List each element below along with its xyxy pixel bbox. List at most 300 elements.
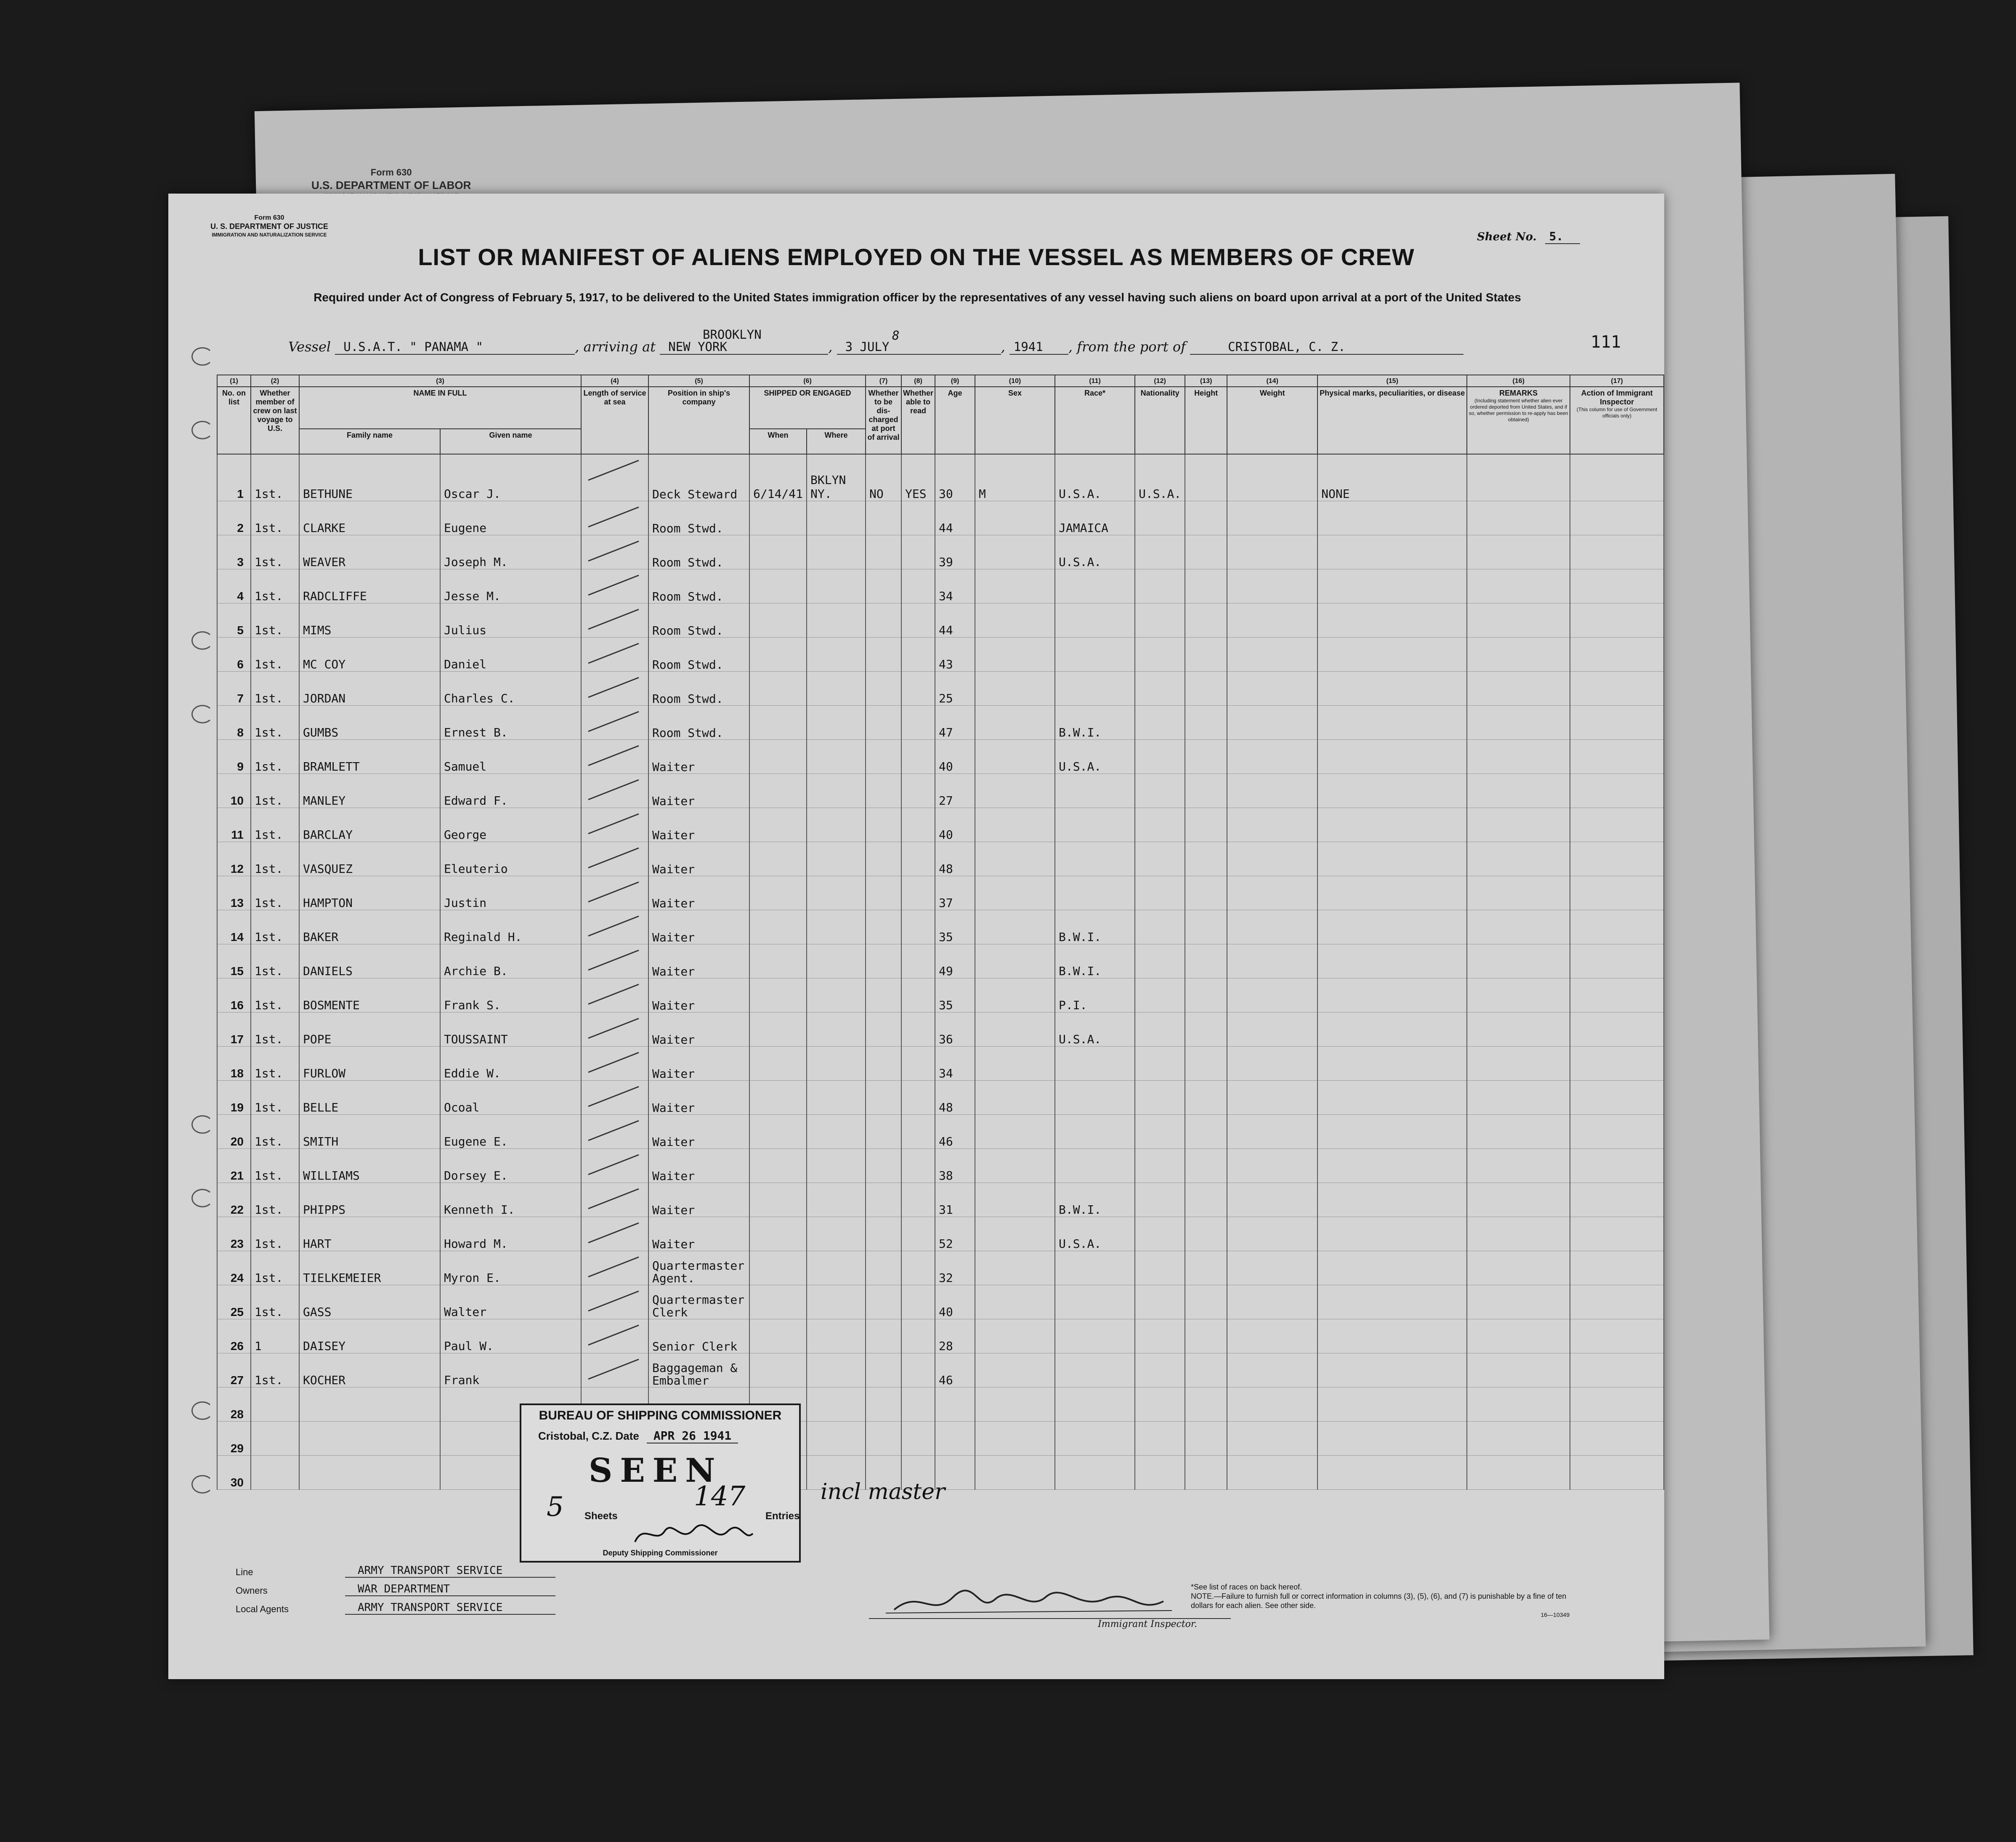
row-given-name: Walter [440, 1285, 581, 1319]
row-number: 20 [217, 1115, 251, 1149]
row-shipped-where [807, 1149, 866, 1183]
row-weight [1227, 1353, 1317, 1387]
arrival-day: 3 [845, 340, 853, 354]
row-height [1185, 501, 1227, 535]
row-last-voyage: 1st. [251, 978, 299, 1013]
row-family-name: RADCLIFFE [299, 569, 440, 603]
length-service-slash [584, 1356, 643, 1381]
row-action [1570, 706, 1664, 740]
row-nationality: U.S.A. [1135, 454, 1185, 501]
row-shipped-where [807, 1183, 866, 1217]
row-age: 37 [935, 876, 975, 910]
row-shipped-when [749, 569, 807, 603]
length-service-slash [584, 1322, 643, 1347]
row-age: 28 [935, 1319, 975, 1353]
row-age: 27 [935, 774, 975, 808]
row-discharged [866, 603, 901, 638]
row-given-name: Frank S. [440, 978, 581, 1013]
row-position: Quartermaster Clerk [648, 1285, 749, 1319]
row-number: 5 [217, 603, 251, 638]
row-age: 52 [935, 1217, 975, 1251]
row-action [1570, 1047, 1664, 1081]
row-given-name: Archie B. [440, 944, 581, 978]
row-race [1055, 1285, 1135, 1319]
punch-hole [191, 1189, 213, 1207]
line-value: ARMY TRANSPORT SERVICE [345, 1564, 555, 1578]
row-last-voyage: 1 [251, 1319, 299, 1353]
row-shipped-where [807, 638, 866, 672]
row-age: 48 [935, 1081, 975, 1115]
row-race [1055, 1353, 1135, 1387]
row-number: 4 [217, 569, 251, 603]
row-height [1185, 842, 1227, 876]
row-height [1185, 1387, 1227, 1422]
row-remarks [1467, 944, 1570, 978]
form-department: U. S. DEPARTMENT OF JUSTICE [210, 222, 328, 231]
row-race: U.S.A. [1055, 535, 1135, 569]
row-position: Room Stwd. [648, 535, 749, 569]
table-row [217, 454, 1664, 501]
row-remarks [1467, 1422, 1570, 1456]
row-family-name: GUMBS [299, 706, 440, 740]
row-age: 47 [935, 706, 975, 740]
row-number: 23 [217, 1217, 251, 1251]
row-number: 11 [217, 808, 251, 842]
row-able-to-read [901, 1081, 935, 1115]
length-service-slash [584, 1254, 643, 1279]
row-weight [1227, 1387, 1317, 1422]
row-number: 18 [217, 1047, 251, 1081]
row-action [1570, 672, 1664, 706]
row-shipped-where [807, 1081, 866, 1115]
row-height [1185, 454, 1227, 501]
header-no-on-list: No. on list [217, 387, 251, 454]
row-shipped-where [807, 1319, 866, 1353]
row-weight [1227, 569, 1317, 603]
header-weight: Weight [1227, 387, 1317, 454]
row-action [1570, 638, 1664, 672]
table-row [217, 569, 1664, 603]
row-number: 15 [217, 944, 251, 978]
row-sex [975, 1251, 1055, 1285]
row-nationality [1135, 842, 1185, 876]
column-number: (12) [1135, 375, 1185, 387]
row-physical-marks [1317, 808, 1467, 842]
row-race [1055, 1081, 1135, 1115]
row-shipped-where [807, 535, 866, 569]
row-physical-marks [1317, 603, 1467, 638]
row-weight [1227, 454, 1317, 501]
row-number: 26 [217, 1319, 251, 1353]
row-height [1185, 638, 1227, 672]
page-number: 111 [1591, 332, 1621, 352]
punch-hole [191, 1401, 213, 1420]
row-physical-marks [1317, 535, 1467, 569]
row-last-voyage: 1st. [251, 842, 299, 876]
table-row [217, 774, 1664, 808]
table-row [217, 944, 1664, 978]
row-action [1570, 876, 1664, 910]
row-shipped-where [807, 978, 866, 1013]
header-able-to-read: Whether able to read [901, 387, 935, 454]
stamp-sheets-value: 5 [547, 1491, 564, 1523]
row-remarks [1467, 1217, 1570, 1251]
footer-notes [1191, 1582, 1570, 1619]
row-family-name: POPE [299, 1013, 440, 1047]
row-shipped-where [807, 774, 866, 808]
row-physical-marks [1317, 1251, 1467, 1285]
row-weight [1227, 978, 1317, 1013]
row-action [1570, 978, 1664, 1013]
row-remarks [1467, 1183, 1570, 1217]
row-height [1185, 978, 1227, 1013]
row-shipped-when [749, 638, 807, 672]
row-physical-marks [1317, 740, 1467, 774]
row-last-voyage: 1st. [251, 1081, 299, 1115]
row-remarks [1467, 808, 1570, 842]
row-last-voyage: 1st. [251, 1353, 299, 1387]
table-row [217, 1422, 1664, 1456]
races-note: *See list of races on back hereof. [1191, 1583, 1302, 1591]
row-nationality [1135, 1387, 1185, 1422]
row-given-name: Ernest B. [440, 706, 581, 740]
row-remarks [1467, 1353, 1570, 1387]
table-row [217, 535, 1664, 569]
row-position: Senior Clerk [648, 1319, 749, 1353]
from-port-label: , from the port of [1068, 339, 1186, 355]
form-code: 16—10349 [1541, 1611, 1570, 1618]
length-service-slash [584, 845, 643, 870]
row-shipped-when [749, 740, 807, 774]
stamp-date: APR 26 1941 [647, 1429, 738, 1443]
row-position: Room Stwd. [648, 569, 749, 603]
row-remarks [1467, 978, 1570, 1013]
row-sex [975, 1115, 1055, 1149]
punch-hole [191, 347, 213, 366]
row-given-name: Charles C. [440, 672, 581, 706]
row-family-name: VASQUEZ [299, 842, 440, 876]
row-shipped-when [749, 910, 807, 944]
row-physical-marks [1317, 1149, 1467, 1183]
column-number: (8) [901, 375, 935, 387]
row-age [935, 1422, 975, 1456]
row-number: 13 [217, 876, 251, 910]
length-service-slash [584, 1117, 643, 1143]
row-position: Waiter [648, 1115, 749, 1149]
row-number: 21 [217, 1149, 251, 1183]
row-number: 12 [217, 842, 251, 876]
row-family-name [299, 1387, 440, 1422]
row-remarks [1467, 535, 1570, 569]
column-number: (6) [749, 375, 866, 387]
row-weight [1227, 706, 1317, 740]
row-weight [1227, 603, 1317, 638]
row-last-voyage: 1st. [251, 1217, 299, 1251]
row-position: Quartermaster Agent. [648, 1251, 749, 1285]
row-physical-marks [1317, 1353, 1467, 1387]
row-discharged [866, 978, 901, 1013]
row-family-name: BAKER [299, 910, 440, 944]
row-given-name: Julius [440, 603, 581, 638]
row-height [1185, 1081, 1227, 1115]
row-family-name: MIMS [299, 603, 440, 638]
length-service-slash [584, 811, 643, 836]
row-height [1185, 535, 1227, 569]
row-age: 44 [935, 603, 975, 638]
row-weight [1227, 1081, 1317, 1115]
row-weight [1227, 1115, 1317, 1149]
row-family-name: HAMPTON [299, 876, 440, 910]
row-shipped-where [807, 706, 866, 740]
row-physical-marks [1317, 1456, 1467, 1490]
row-family-name: CLARKE [299, 501, 440, 535]
row-able-to-read [901, 672, 935, 706]
vessel-value: U.S.A.T. " PANAMA " [335, 340, 575, 355]
row-height [1185, 944, 1227, 978]
row-length-service [581, 1047, 648, 1081]
length-service-slash [584, 879, 643, 904]
row-last-voyage: 1st. [251, 569, 299, 603]
row-race [1055, 1422, 1135, 1456]
row-number: 9 [217, 740, 251, 774]
row-physical-marks [1317, 501, 1467, 535]
row-weight [1227, 910, 1317, 944]
arrival-month: JULY [860, 340, 890, 354]
row-number: 29 [217, 1422, 251, 1456]
row-length-service [581, 1115, 648, 1149]
row-remarks [1467, 1149, 1570, 1183]
row-discharged [866, 1217, 901, 1251]
row-number: 1 [217, 454, 251, 501]
row-age: 44 [935, 501, 975, 535]
row-action [1570, 1285, 1664, 1319]
row-given-name: Eugene [440, 501, 581, 535]
row-number: 3 [217, 535, 251, 569]
row-weight [1227, 1285, 1317, 1319]
row-family-name: TIELKEMEIER [299, 1251, 440, 1285]
row-height [1185, 1217, 1227, 1251]
row-height [1185, 1319, 1227, 1353]
row-given-name: Eleuterio [440, 842, 581, 876]
form-header [185, 214, 353, 239]
row-able-to-read [901, 603, 935, 638]
row-shipped-where [807, 1047, 866, 1081]
row-position: Waiter [648, 1047, 749, 1081]
row-able-to-read [901, 535, 935, 569]
row-able-to-read [901, 1422, 935, 1456]
row-action [1570, 1422, 1664, 1456]
row-length-service [581, 1251, 648, 1285]
arriving-value-top: BROOKLYN [703, 327, 762, 342]
row-height [1185, 1183, 1227, 1217]
row-remarks [1467, 1387, 1570, 1422]
row-number: 10 [217, 774, 251, 808]
row-physical-marks [1317, 1285, 1467, 1319]
row-nationality [1135, 706, 1185, 740]
row-shipped-when [749, 1115, 807, 1149]
row-given-name: Jesse M. [440, 569, 581, 603]
table-row [217, 740, 1664, 774]
row-nationality [1135, 876, 1185, 910]
row-family-name: BARCLAY [299, 808, 440, 842]
row-action [1570, 910, 1664, 944]
row-family-name: BETHUNE [299, 454, 440, 501]
row-position: Waiter [648, 1013, 749, 1047]
row-nationality [1135, 1047, 1185, 1081]
row-last-voyage [251, 1422, 299, 1456]
row-shipped-where [807, 1013, 866, 1047]
row-race [1055, 638, 1135, 672]
table-row [217, 1081, 1664, 1115]
column-number: (15) [1317, 375, 1467, 387]
row-shipped-when: 6/14/41 [749, 454, 807, 501]
row-age: 25 [935, 672, 975, 706]
row-age: 49 [935, 944, 975, 978]
row-last-voyage [251, 1387, 299, 1422]
row-discharged [866, 638, 901, 672]
length-service-slash [584, 742, 643, 768]
row-nationality [1135, 672, 1185, 706]
owners-value: WAR DEPARTMENT [345, 1583, 555, 1596]
row-length-service [581, 535, 648, 569]
row-race [1055, 1456, 1135, 1490]
action-title: Action of Immigrant Inspector [1581, 389, 1653, 406]
row-height [1185, 774, 1227, 808]
row-discharged [866, 1387, 901, 1422]
row-physical-marks [1317, 1115, 1467, 1149]
row-position: Room Stwd. [648, 603, 749, 638]
table-row [217, 808, 1664, 842]
header-position: Position in ship's company [648, 387, 749, 454]
row-action [1570, 1013, 1664, 1047]
row-family-name: GASS [299, 1285, 440, 1319]
row-given-name: TOUSSAINT [440, 1013, 581, 1047]
row-age: 40 [935, 1285, 975, 1319]
row-discharged [866, 1285, 901, 1319]
row-physical-marks [1317, 978, 1467, 1013]
row-family-name: JORDAN [299, 672, 440, 706]
row-remarks [1467, 876, 1570, 910]
table-row [217, 1115, 1664, 1149]
row-sex [975, 1183, 1055, 1217]
row-nationality [1135, 978, 1185, 1013]
row-sex [975, 603, 1055, 638]
row-race: B.W.I. [1055, 910, 1135, 944]
column-number: (5) [648, 375, 749, 387]
row-shipped-when [749, 1183, 807, 1217]
row-last-voyage [251, 1456, 299, 1490]
row-sex: M [975, 454, 1055, 501]
row-number: 19 [217, 1081, 251, 1115]
row-action [1570, 1353, 1664, 1387]
row-given-name: Joseph M. [440, 535, 581, 569]
row-physical-marks [1317, 1217, 1467, 1251]
row-age: 35 [935, 978, 975, 1013]
row-height [1185, 1149, 1227, 1183]
row-race [1055, 1149, 1135, 1183]
penalty-note: NOTE.—Failure to furnish full or correct information in columns (3), (5), (6), and (7) is punishable by a fine of ten dollars for each alien. See other side. [1191, 1592, 1567, 1610]
row-shipped-when [749, 1081, 807, 1115]
row-height [1185, 1013, 1227, 1047]
row-physical-marks [1317, 1183, 1467, 1217]
row-last-voyage: 1st. [251, 454, 299, 501]
row-sex [975, 672, 1055, 706]
row-discharged [866, 1422, 901, 1456]
row-discharged [866, 910, 901, 944]
row-position: Room Stwd. [648, 706, 749, 740]
row-given-name: Ocoal [440, 1081, 581, 1115]
header-length-service: Length of service at sea [581, 387, 648, 454]
row-sex [975, 501, 1055, 535]
row-age: 36 [935, 1013, 975, 1047]
row-age: 48 [935, 842, 975, 876]
row-remarks [1467, 740, 1570, 774]
row-discharged [866, 1353, 901, 1387]
length-service-slash [584, 640, 643, 665]
row-race [1055, 1115, 1135, 1149]
row-remarks [1467, 1115, 1570, 1149]
row-shipped-when [749, 1217, 807, 1251]
row-shipped-when [749, 535, 807, 569]
column-number: (11) [1055, 375, 1135, 387]
row-action [1570, 1319, 1664, 1353]
row-able-to-read [901, 842, 935, 876]
row-age: 30 [935, 454, 975, 501]
row-length-service [581, 1013, 648, 1047]
row-sex [975, 1353, 1055, 1387]
row-position: Waiter [648, 978, 749, 1013]
row-physical-marks [1317, 1081, 1467, 1115]
row-nationality [1135, 774, 1185, 808]
row-age: 35 [935, 910, 975, 944]
manifest-table [217, 375, 1664, 1490]
row-shipped-where [807, 876, 866, 910]
row-weight [1227, 1217, 1317, 1251]
row-able-to-read [901, 706, 935, 740]
header-physical-marks: Physical marks, peculiarities, or disease [1317, 387, 1467, 454]
row-remarks [1467, 1047, 1570, 1081]
row-shipped-where [807, 569, 866, 603]
row-shipped-where [807, 1353, 866, 1387]
row-weight [1227, 1047, 1317, 1081]
row-last-voyage: 1st. [251, 1047, 299, 1081]
row-number: 22 [217, 1183, 251, 1217]
row-height [1185, 1422, 1227, 1456]
stamp-handwritten-note: incl master [821, 1479, 945, 1504]
header-remarks [1467, 387, 1570, 454]
column-number: (14) [1227, 375, 1317, 387]
row-height [1185, 672, 1227, 706]
table-row [217, 1251, 1664, 1285]
row-position: Room Stwd. [648, 501, 749, 535]
row-race [1055, 1387, 1135, 1422]
remarks-title: REMARKS [1499, 389, 1538, 397]
row-remarks [1467, 1251, 1570, 1285]
row-shipped-where [807, 672, 866, 706]
row-race: B.W.I. [1055, 944, 1135, 978]
row-able-to-read [901, 774, 935, 808]
row-position: Waiter [648, 944, 749, 978]
row-shipped-when [749, 774, 807, 808]
row-height [1185, 1115, 1227, 1149]
row-nationality [1135, 1456, 1185, 1490]
row-length-service [581, 774, 648, 808]
row-number: 28 [217, 1387, 251, 1422]
inspector-signature-scribble [869, 1580, 1231, 1618]
row-weight [1227, 842, 1317, 876]
length-service-slash [584, 1185, 643, 1211]
row-action [1570, 501, 1664, 535]
